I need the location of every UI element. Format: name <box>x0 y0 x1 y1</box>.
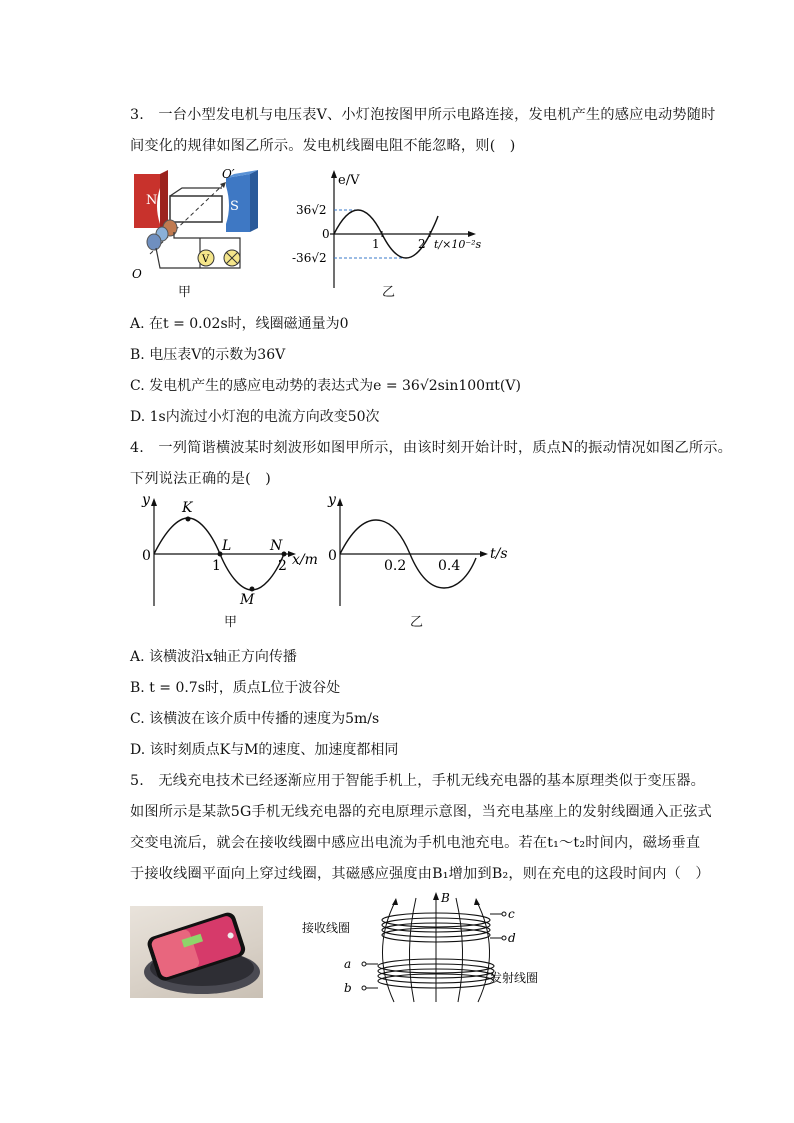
xlabel: x/m <box>292 552 318 568</box>
q5-coil-diagram <box>300 890 560 1005</box>
label-b-terminal: b <box>344 981 352 995</box>
point-k <box>186 517 191 522</box>
label-v: V <box>202 254 210 265</box>
label-c: c <box>508 907 515 921</box>
q4-fig-right-caption: 乙 <box>410 615 424 630</box>
xlabel: t/s <box>490 546 508 562</box>
label-transmit: 发射线圈 <box>490 971 539 985</box>
q4-stem-line1: 4. 一列简谐横波某时刻波形如图甲所示，由该时刻开始计时，质点N的振动情况如图乙所示。 <box>130 440 733 456</box>
q3-option-a[interactable]: A. 在t = 0.02s时，线圈磁通量为0 <box>130 316 349 332</box>
point-n <box>282 552 287 557</box>
q3-option-c[interactable]: C. 发电机产生的感应电动势的表达式为e = 36√2sin100πt(V) <box>130 378 521 394</box>
xtick-1: 0.2 <box>384 558 407 574</box>
label-n: N <box>270 538 283 554</box>
q4-stem-line2: 下列说法正确的是( ) <box>130 471 271 487</box>
q4-option-c[interactable]: C. 该横波在该介质中传播的速度为5m/s <box>130 711 380 727</box>
xtick-1: 1 <box>372 237 380 251</box>
q4-fig-left-caption: 甲 <box>224 615 238 630</box>
origin: 0 <box>142 548 151 564</box>
q5-stem-line3: 交变电流后，就会在接收线圈中感应出电流为手机电池充电。若在t₁～t₂时间内，磁场垂直 <box>130 835 701 851</box>
label-receive: 接收线圈 <box>302 921 351 935</box>
ytick-top: 36√2 <box>296 203 327 217</box>
q3-fig-right-caption: 乙 <box>382 285 396 300</box>
ytick-zero: 0 <box>322 227 330 241</box>
ylabel: e/V <box>338 173 360 188</box>
q3-option-d[interactable]: D. 1s内流过小灯泡的电流方向改变50次 <box>130 409 380 425</box>
q3-fig-left-caption: 甲 <box>178 285 192 300</box>
q4-vibration-figure <box>326 494 516 612</box>
xtick-2: 2 <box>278 558 287 574</box>
q4-option-b[interactable]: B. t = 0.7s时，质点L位于波谷处 <box>130 680 341 696</box>
xtick-2: 0.4 <box>438 558 461 574</box>
label-l: L <box>222 538 232 554</box>
q3-emf-chart <box>290 168 490 296</box>
ylabel: y <box>142 494 150 508</box>
label-o: O <box>132 267 142 281</box>
q3-option-b[interactable]: B. 电压表V的示数为36V <box>130 347 286 363</box>
phone-charger-photo <box>130 906 263 998</box>
label-k: K <box>182 500 193 516</box>
label-n: N <box>146 193 158 208</box>
q3-stem-line2: 间变化的规律如图乙所示。发电机线圈电阻不能忽略，则( ) <box>130 138 516 154</box>
q5-stem-line2: 如图所示是某款5G手机无线充电器的充电原理示意图，当充电基座上的发射线圈通入正弦式 <box>130 804 712 820</box>
label-b: B <box>441 891 450 905</box>
q4-wave-figure <box>140 494 330 612</box>
ylabel: y <box>328 494 336 508</box>
label-a: a <box>344 957 352 971</box>
q4-option-a[interactable]: A. 该横波沿x轴正方向传播 <box>130 649 297 665</box>
q4-option-d[interactable]: D. 该时刻质点K与M的速度、加速度都相同 <box>130 742 399 758</box>
q3-generator-figure <box>130 168 270 296</box>
label-d: d <box>508 931 516 945</box>
q5-stem-line1: 5. 无线充电技术已经逐渐应用于智能手机上，手机无线充电器的基本原理类似于变压器。 <box>130 773 706 789</box>
ytick-bottom: -36√2 <box>292 251 327 265</box>
xlabel: t/×10⁻²s <box>434 238 482 251</box>
label-o-prime: O′ <box>222 168 235 181</box>
label-s: S <box>230 199 239 214</box>
xtick-2: 2 <box>418 237 426 251</box>
q3-stem-line1: 3. 一台小型发电机与电压表V、小灯泡按图甲所示电路连接，发电机产生的感应电动势随时 <box>130 107 716 123</box>
point-m <box>250 587 255 592</box>
origin: 0 <box>328 548 337 564</box>
xtick-1: 1 <box>212 558 221 574</box>
q5-stem-line4: 于接收线圈平面向上穿过线圈，其磁感应强度由B₁增加到B₂，则在充电的这段时间内（ ） <box>130 866 710 882</box>
label-m: M <box>240 592 255 608</box>
